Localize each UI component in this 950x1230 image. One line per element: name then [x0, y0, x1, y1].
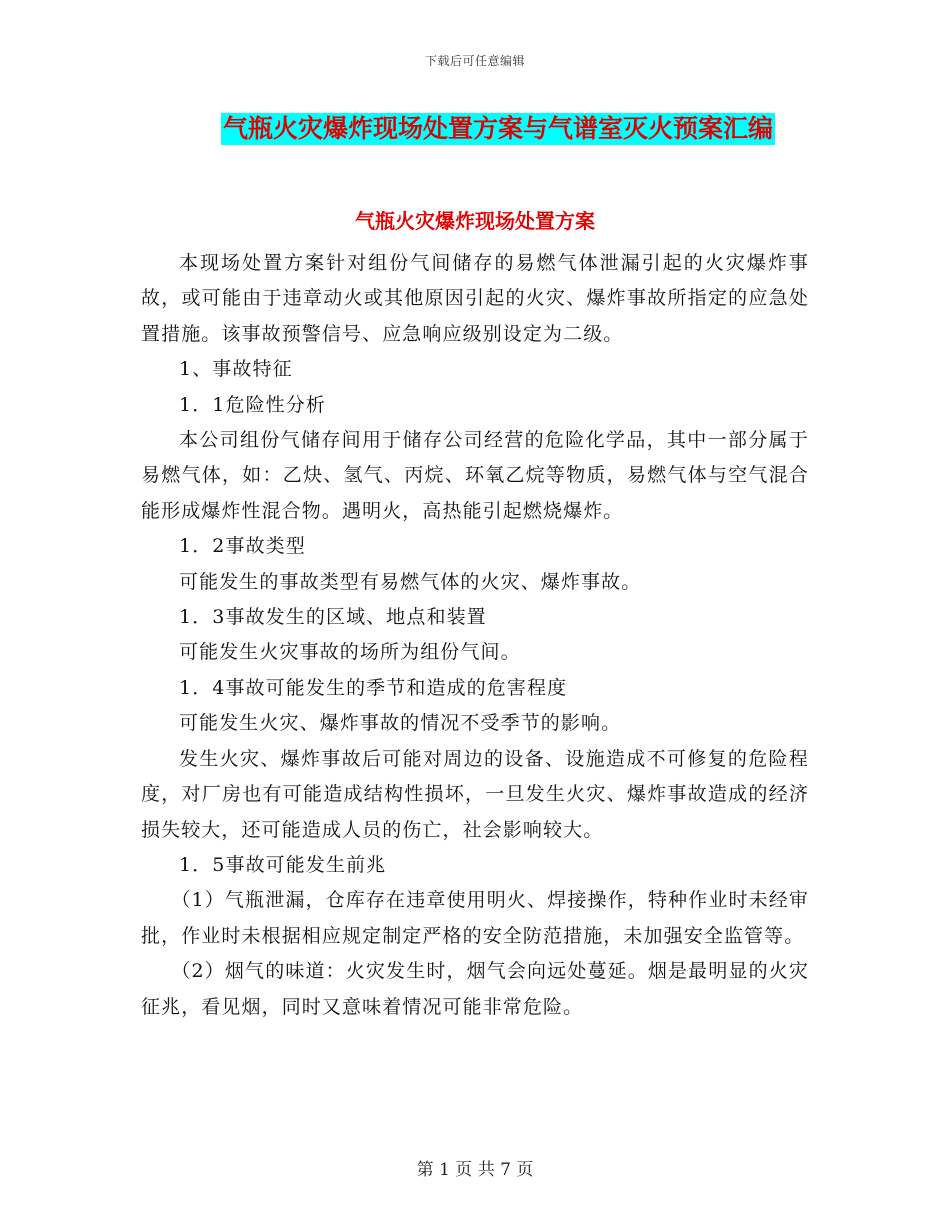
paragraph: 可能发生的事故类型有易燃气体的火灾、爆炸事故。 [179, 570, 642, 593]
heading-accident-location: 1．3事故发生的区域、地点和装置 [179, 606, 487, 629]
paragraph: 本公司组份气储存间用于储存公司经营的危险化学品，其中一部分属于易燃气体，如：乙炔、氢气、丙烷、环氧乙烷等物质，易燃气体与空气混合能形成爆炸性混合物。遇明火，高热能引起燃烧爆炸。 [141, 429, 809, 522]
document-title: 气瓶火灾爆炸现场处置方案与气谱室灭火预案汇编 [222, 114, 773, 143]
heading-accident-type: 1．2事故类型 [179, 535, 306, 558]
paragraph: 可能发生火灾事故的场所为组份气间。 [179, 641, 521, 664]
heading-season-severity: 1．4事故可能发生的季节和造成的危害程度 [179, 676, 568, 699]
heading-accident-features: 1、事故特征 [179, 358, 293, 381]
paragraph: 本现场处置方案针对组份气间储存的易燃气体泄漏引起的火灾爆炸事故，或可能由于违章动火或其他原因引起的火灾、爆炸事故所指定的应急处置措施。该事故预警信号、应急响应级别设定为二级。 [141, 252, 809, 345]
page-number: 第 1 页 共 7 页 [416, 1160, 534, 1180]
list-item: （2）烟气的味道：火灾发生时，烟气会向远处蔓延。烟是最明显的火灾征兆，看见烟，同时又意味着情况可能非常危险。 [141, 960, 809, 1018]
heading-risk-analysis: 1．1危险性分析 [179, 393, 326, 416]
heading-precursors: 1．5事故可能发生前兆 [179, 853, 387, 876]
page-footer [0, 1155, 950, 1180]
list-item: （1）气瓶泄漏，仓库存在违章使用明火、焊接操作，特种作业时未经审批，作业时未根据相应规定制定严格的安全防范措施，未加强安全监管等。 [141, 889, 809, 947]
header-note: 下载后可任意编辑 [424, 54, 525, 68]
paragraph: 发生火灾、爆炸事故后可能对周边的设备、设施造成不可修复的危险程度，对厂房也有可能造成结构性损坏，一旦发生火灾、爆炸事故造成的经济损失较大，还可能造成人员的伤亡，社会影响较大。 [141, 747, 809, 841]
section-title: 气瓶火灾爆炸现场处置方案 [355, 209, 595, 233]
document-body [141, 246, 809, 1025]
document-title-container [0, 113, 950, 145]
paragraph: 可能发生火灾、爆炸事故的情况不受季节的影响。 [179, 712, 622, 735]
